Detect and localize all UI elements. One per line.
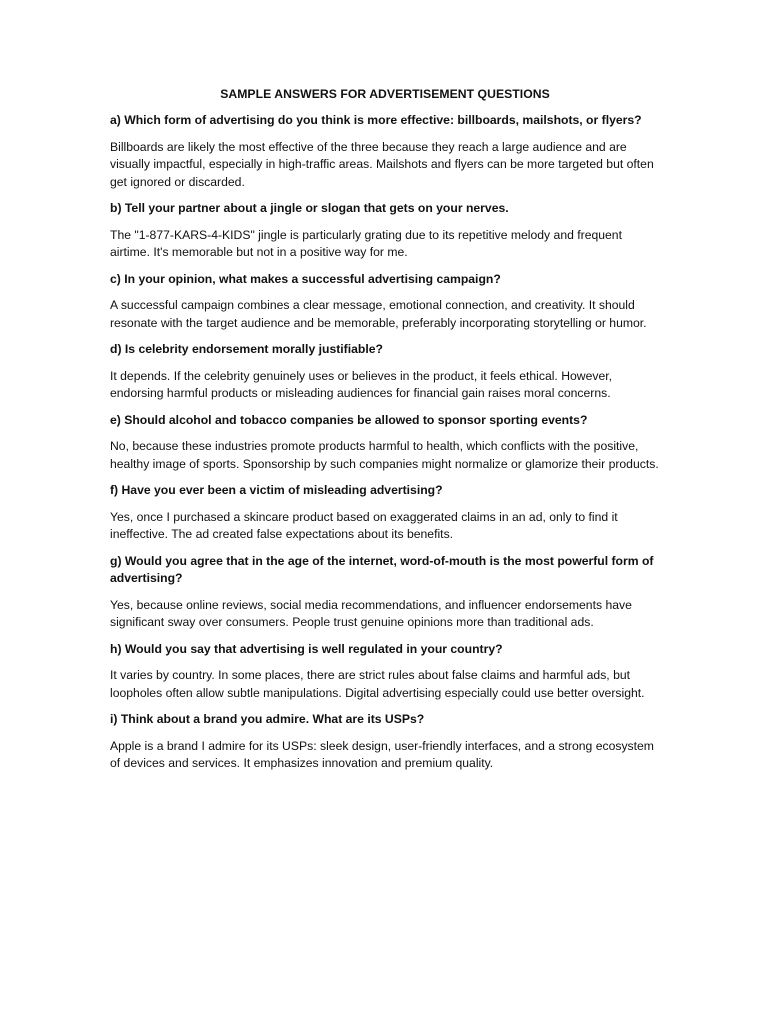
qa-item-h	[110, 641, 660, 703]
answer-b: The "1-877-KARS-4-KIDS" jingle is particularly grating due to its repetitive melody and frequent airtime. It's memorable but not in a positive way for me.	[110, 227, 622, 259]
qa-item-b	[110, 200, 660, 262]
question-f: f) Have you ever been a victim of misleading advertising?	[110, 483, 443, 497]
question-i: i) Think about a brand you admire. What are its USPs?	[110, 712, 425, 726]
qa-item-f	[110, 482, 660, 544]
question-c: c) In your opinion, what makes a successful advertising campaign?	[110, 271, 501, 286]
answer-f: Yes, once I purchased a skincare product based on exaggerated claims in an ad, only to find it ineffective. The ad created false expectations about its benefits.	[110, 509, 618, 541]
document-title: SAMPLE ANSWERS FOR ADVERTISEMENT QUESTIONS	[220, 87, 550, 101]
qa-item-i	[110, 711, 660, 773]
answer-i: Apple is a brand I admire for its USPs: sleek design, user-friendly interfaces, and a strong ecosystem of devices and services. It emphasizes innovation and premium quality.	[110, 738, 654, 770]
answer-h: It varies by country. In some places, there are strict rules about false claims and harmful ads, but loopholes often allow subtle manipulations. Digital advertising especially could use better oversight.	[110, 668, 645, 700]
question-d: d) Is celebrity endorsement morally justifiable?	[110, 342, 383, 356]
answer-g: Yes, because online reviews, social media recommendations, and influencer endorsements have significant sway over consumers. People trust genuine opinions more than traditional ads.	[110, 597, 632, 629]
qa-item-g	[110, 553, 660, 632]
answer-c: A successful campaign combines a clear message, emotional connection, and creativity. It should resonate with the target audience and be memorable, preferably incorporating storytelling or humor.	[110, 298, 647, 330]
qa-item-e	[110, 412, 660, 474]
question-g: g) Would you agree that in the age of the internet, word-of-mouth is the most powerful form of advertising?	[110, 553, 654, 585]
question-e: e) Should alcohol and tobacco companies be allowed to sponsor sporting events?	[110, 412, 588, 427]
answer-d: It depends. If the celebrity genuinely uses or believes in the product, it feels ethical. However, endorsing harmful products or misleading audiences for financial gain raises moral concerns.	[110, 368, 613, 400]
question-a: a) Which form of advertising do you think is more effective: billboards, mailshots, or flyers?	[110, 113, 642, 127]
qa-item-c	[110, 271, 660, 333]
qa-item-d	[110, 341, 660, 403]
question-h: h) Would you say that advertising is well regulated in your country?	[110, 641, 503, 656]
answer-e: No, because these industries promote products harmful to health, which conflicts with the positive, healthy image of sports. Sponsorship by such companies might normalize or glamorize their products.	[110, 439, 659, 471]
answer-a: Billboards are likely the most effective of the three because they reach a large audience and are visually impactful, especially in high-traffic areas. Mailshots and flyers can be more targeted but often get ignored or discarded.	[110, 139, 654, 189]
qa-item-a	[110, 112, 660, 191]
question-b: b) Tell your partner about a jingle or slogan that gets on your nerves.	[110, 201, 509, 215]
